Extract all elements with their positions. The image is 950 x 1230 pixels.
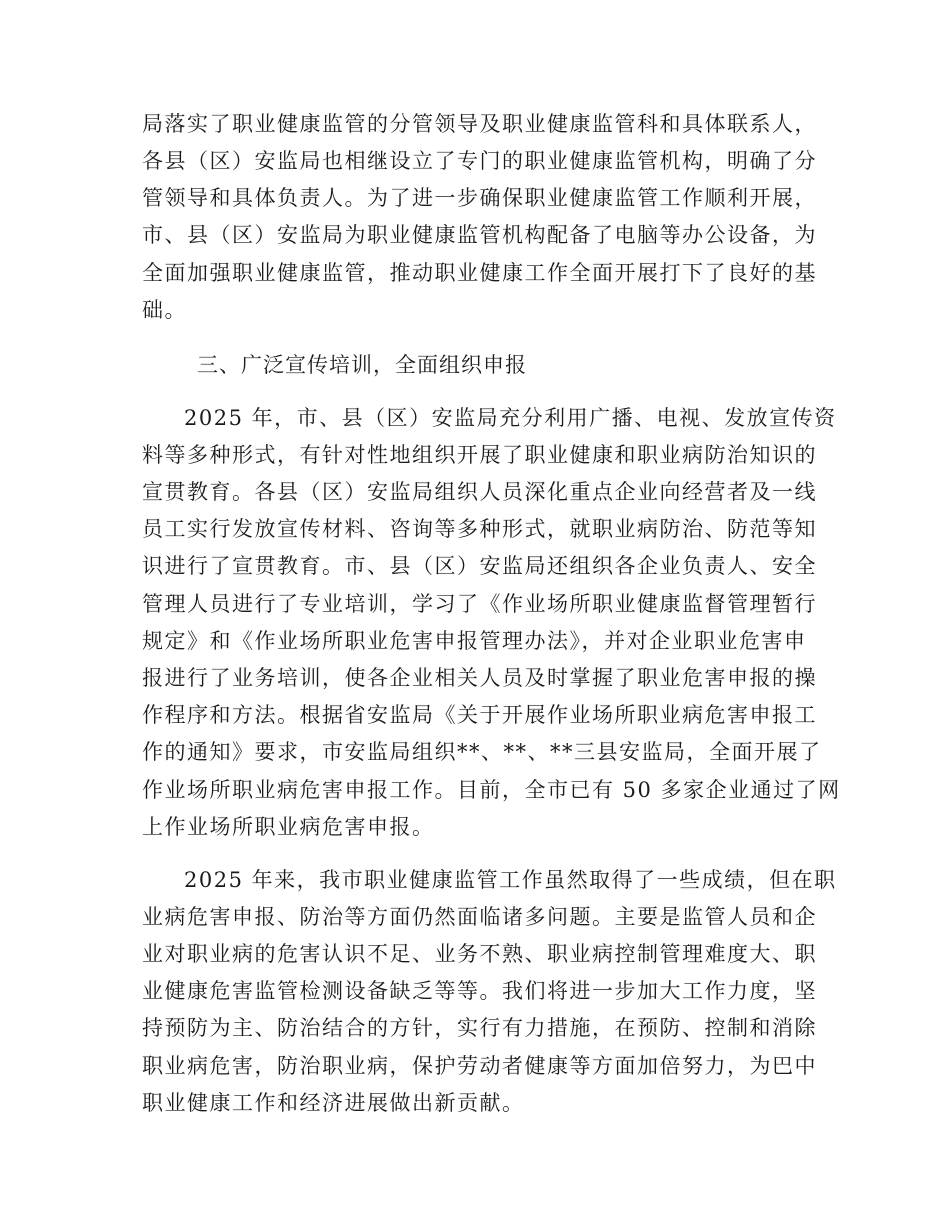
text-line: 础。 (142, 298, 187, 322)
text-line: 业健康危害监管检测设备缺乏等等。我们将进一步加大工作力度，坚 (142, 979, 817, 1003)
text-line: 报进行了业务培训，使各企业相关人员及时掌握了职业危害申报的操 (142, 666, 817, 690)
text-line: 作业场所职业病危害申报工作。目前，全市已有 50 多家企业通过了网 (142, 778, 841, 802)
text-line: 上作业场所职业病危害申报。 (142, 815, 435, 839)
text-line: 市、县（区）安监局为职业健康监管机构配备了电脑等办公设备，为 (142, 223, 817, 247)
text-line: 2025 年，市、县（区）安监局充分利用广播、电视、发放宣传资 (184, 406, 837, 430)
text-line: 业对职业病的危害认识不足、业务不熟、职业病控制管理难度大、职 (142, 942, 817, 966)
text-line: 职业健康工作和经济进展做出新贡献。 (142, 1091, 525, 1115)
text-line: 2025 年来，我市职业健康监管工作虽然取得了一些成绩，但在职 (184, 868, 837, 892)
text-line: 宣贯教育。各县（区）安监局组织人员深化重点企业向经营者及一线 (142, 480, 817, 504)
text-line: 规定》和《作业场所职业危害申报管理办法》，并对企业职业危害申 (142, 629, 807, 653)
text-line: 管理人员进行了专业培训，学习了《作业场所职业健康监督管理暂行 (142, 592, 817, 616)
text-line: 作的通知》要求，市安监局组织**、**、**三县安监局，全面开展了 (142, 740, 822, 764)
section-heading: 三、广泛宣传培训，全面组织申报 (197, 353, 527, 377)
text-line: 全面加强职业健康监管，推动职业健康工作全面开展打下了良好的基 (142, 261, 817, 285)
text-line: 持预防为主、防治结合的方针，实行有力措施，在预防、控制和消除 (142, 1016, 817, 1040)
text-line: 员工实行发放宣传材料、咨询等多种形式，就职业病防治、防范等知 (142, 517, 817, 541)
text-line: 识进行了宣贯教育。市、县（区）安监局还组织各企业负责人、安全 (142, 554, 817, 578)
text-line: 业病危害申报、防治等方面仍然面临诸多问题。主要是监管人员和企 (142, 905, 817, 929)
text-line: 料等多种形式，有针对性地组织开展了职业健康和职业病防治知识的 (142, 443, 817, 467)
text-line: 职业病危害，防治职业病，保护劳动者健康等方面加倍努力，为巴中 (142, 1054, 817, 1078)
text-line: 各县（区）安监局也相继设立了专门的职业健康监管机构，明确了分 (142, 149, 817, 173)
text-line: 管领导和具体负责人。为了进一步确保职业健康监管工作顺利开展， (142, 186, 817, 210)
text-line: 局落实了职业健康监管的分管领导及职业健康监管科和具体联系人， (142, 112, 817, 136)
text-line: 作程序和方法。根据省安监局《关于开展作业场所职业病危害申报工 (142, 703, 817, 727)
